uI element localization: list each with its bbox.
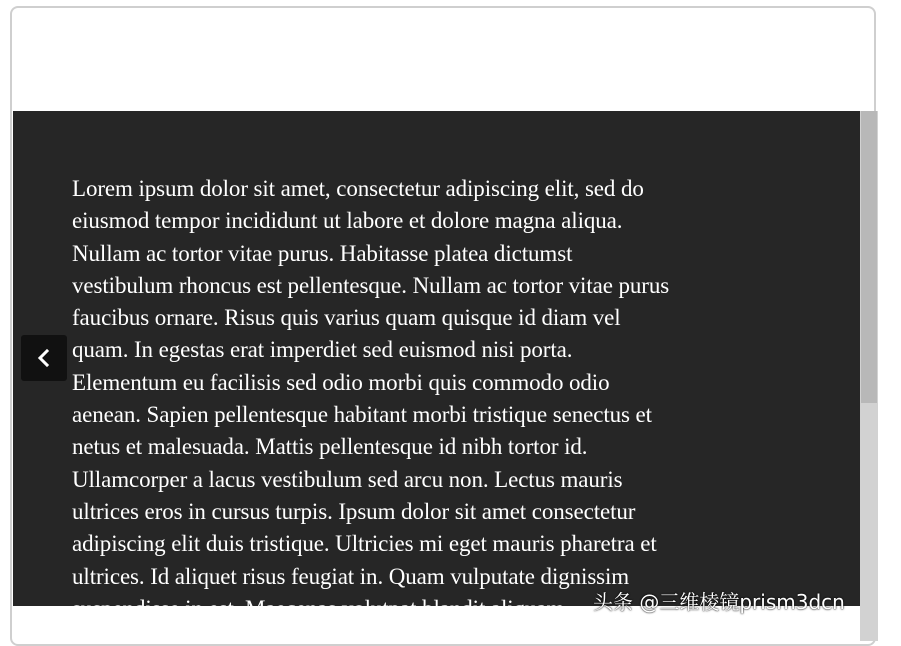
content-panel (13, 111, 860, 621)
chevron-left-icon (36, 348, 52, 368)
watermark: 头条 @三维棱镜prism3dcn (593, 590, 845, 614)
previous-button[interactable] (21, 335, 67, 381)
scrollbar-thumb[interactable] (861, 111, 877, 403)
panel-body-text: Lorem ipsum dolor sit amet, consectetur adipiscing elit, sed do eiusmod tempor incididunt ut labore et dolore magna aliqua. Nullam ac tortor vitae purus. Habitasse platea dictumst vestibulum rhoncus est pellentesque. Nullam ac tortor vitae purus faucibus ornare. Risus quis varius quam quisque id diam vel quam. In egestas erat imperdiet sed euismod nisi porta. Elementum eu facilisis sed odio morbi quis commodo odio aenean. Sapien pellentesque habitant morbi tristique senectus et netus et malesuada. Mattis pellentesque id nibh tortor id. Ullamcorper a lacus vestibulum sed arcu non. Lectus mauris ultrices eros in cursus turpis. Ipsum dolor sit amet consectetur adipiscing elit duis tristique. Ultricies mi eget mauris pharetra et ultrices. Id aliquet risus feugiat in. Quam vulputate dignissim suspendisse in est. Maecenas volutpat blandit aliquam (72, 176, 670, 621)
card-frame (10, 6, 876, 646)
vertical-scrollbar[interactable] (860, 111, 878, 641)
